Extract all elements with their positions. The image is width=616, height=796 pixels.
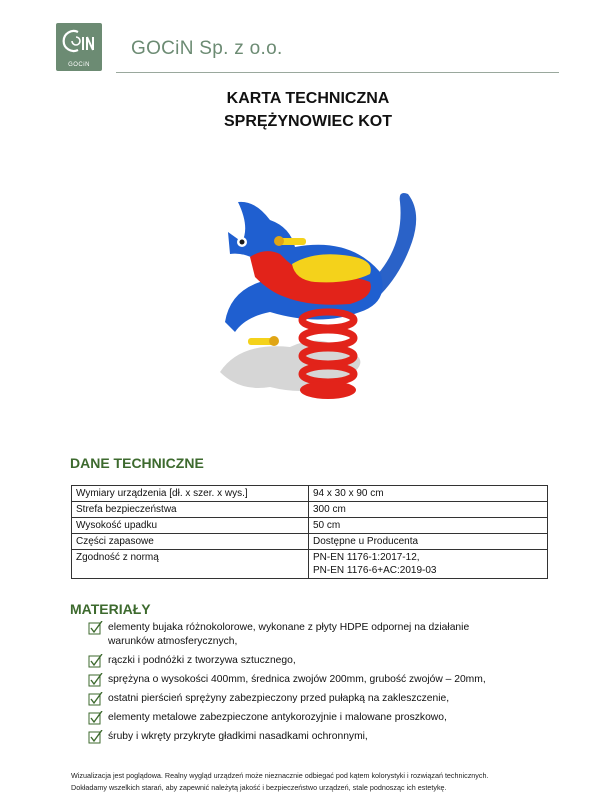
- list-item: [88, 730, 558, 744]
- table-row: [72, 518, 548, 534]
- spec-label: Części zapasowe: [72, 534, 309, 550]
- logo-text: GOCiN: [68, 62, 90, 68]
- checkbox-tick-icon: [88, 692, 103, 706]
- technical-data-heading: DANE TECHNICZNE: [70, 455, 204, 471]
- list-item: [88, 673, 558, 687]
- table-row: [72, 502, 548, 518]
- spec-label: Wymiary urządzenia [dł. x szer. x wys.]: [72, 486, 309, 502]
- disclaimer-line-2: Dokładamy wszelkich starań, aby zapewnić należytą jakość i bezpieczeństwo urządzeń, stale podnosząc ich estetykę.: [71, 783, 447, 792]
- list-item-text: elementy bujaka różnokolorowe, wykonane z płyty HDPE odpornej na działanie: [108, 622, 470, 633]
- disclaimer-line-1: Wizualizacja jest poglądowa. Realny wygląd urządzeń może nieznacznie odbiegać pod kątem kolorystyki i rozwiązań technicznych.: [71, 771, 489, 780]
- checkbox-tick-icon: [88, 654, 103, 668]
- spec-label: Strefa bezpieczeństwa: [72, 502, 309, 518]
- checkbox-tick-icon: [88, 673, 103, 687]
- checkbox-tick-icon: [88, 621, 103, 635]
- list-item-text: elementy metalowe zabezpieczone antykorozyjnie i malowane proszkowo,: [108, 712, 447, 723]
- spec-value: 300 cm: [309, 502, 548, 518]
- technical-data-table: [71, 485, 548, 579]
- table-row: [72, 486, 548, 502]
- table-row: [72, 534, 548, 550]
- table-row: [72, 550, 548, 579]
- spec-value-line: PN-EN 1176-6+AC:2019-03: [313, 565, 437, 576]
- spec-value: Dostępne u Producenta: [309, 534, 548, 550]
- list-item: [88, 711, 558, 725]
- list-item-text: warunków atmosferycznych,: [108, 636, 238, 647]
- document-title: KARTA TECHNICZNA: [226, 90, 390, 107]
- spec-value: 50 cm: [309, 518, 548, 534]
- header-divider: [116, 72, 559, 73]
- spec-value-line: PN-EN 1176-1:2017-12,: [313, 552, 420, 563]
- spec-value: 94 x 30 x 90 cm: [309, 486, 548, 502]
- checkbox-tick-icon: [88, 730, 103, 744]
- spec-value: [309, 550, 548, 579]
- logo-mark-icon: [56, 23, 102, 63]
- list-item-text: rączki i podnóżki z tworzywa sztucznego,: [108, 655, 296, 666]
- spec-label: Wysokość upadku: [72, 518, 309, 534]
- product-image: [200, 182, 422, 412]
- product-title: SPRĘŻYNOWIEC KOT: [223, 113, 392, 130]
- spec-label: Zgodność z normą: [72, 550, 309, 579]
- materials-list: [88, 621, 558, 744]
- list-item-text: śruby i wkręty przykryte gładkimi nasadkami ochronnymi,: [108, 731, 368, 742]
- list-item: [88, 654, 558, 668]
- list-item: [88, 692, 558, 706]
- company-logo: [56, 23, 102, 71]
- checkbox-tick-icon: [88, 711, 103, 725]
- list-item-text: ostatni pierścień sprężyny zabezpieczony przed pułapką na zakleszczenie,: [108, 693, 450, 704]
- company-name: GOCiN Sp. z o.o.: [131, 38, 283, 59]
- materials-heading: MATERIAŁY: [70, 601, 151, 617]
- list-item: [88, 621, 558, 649]
- list-item-text: sprężyna o wysokości 400mm, średnica zwojów 200mm, grubość zwojów – 20mm,: [108, 674, 486, 685]
